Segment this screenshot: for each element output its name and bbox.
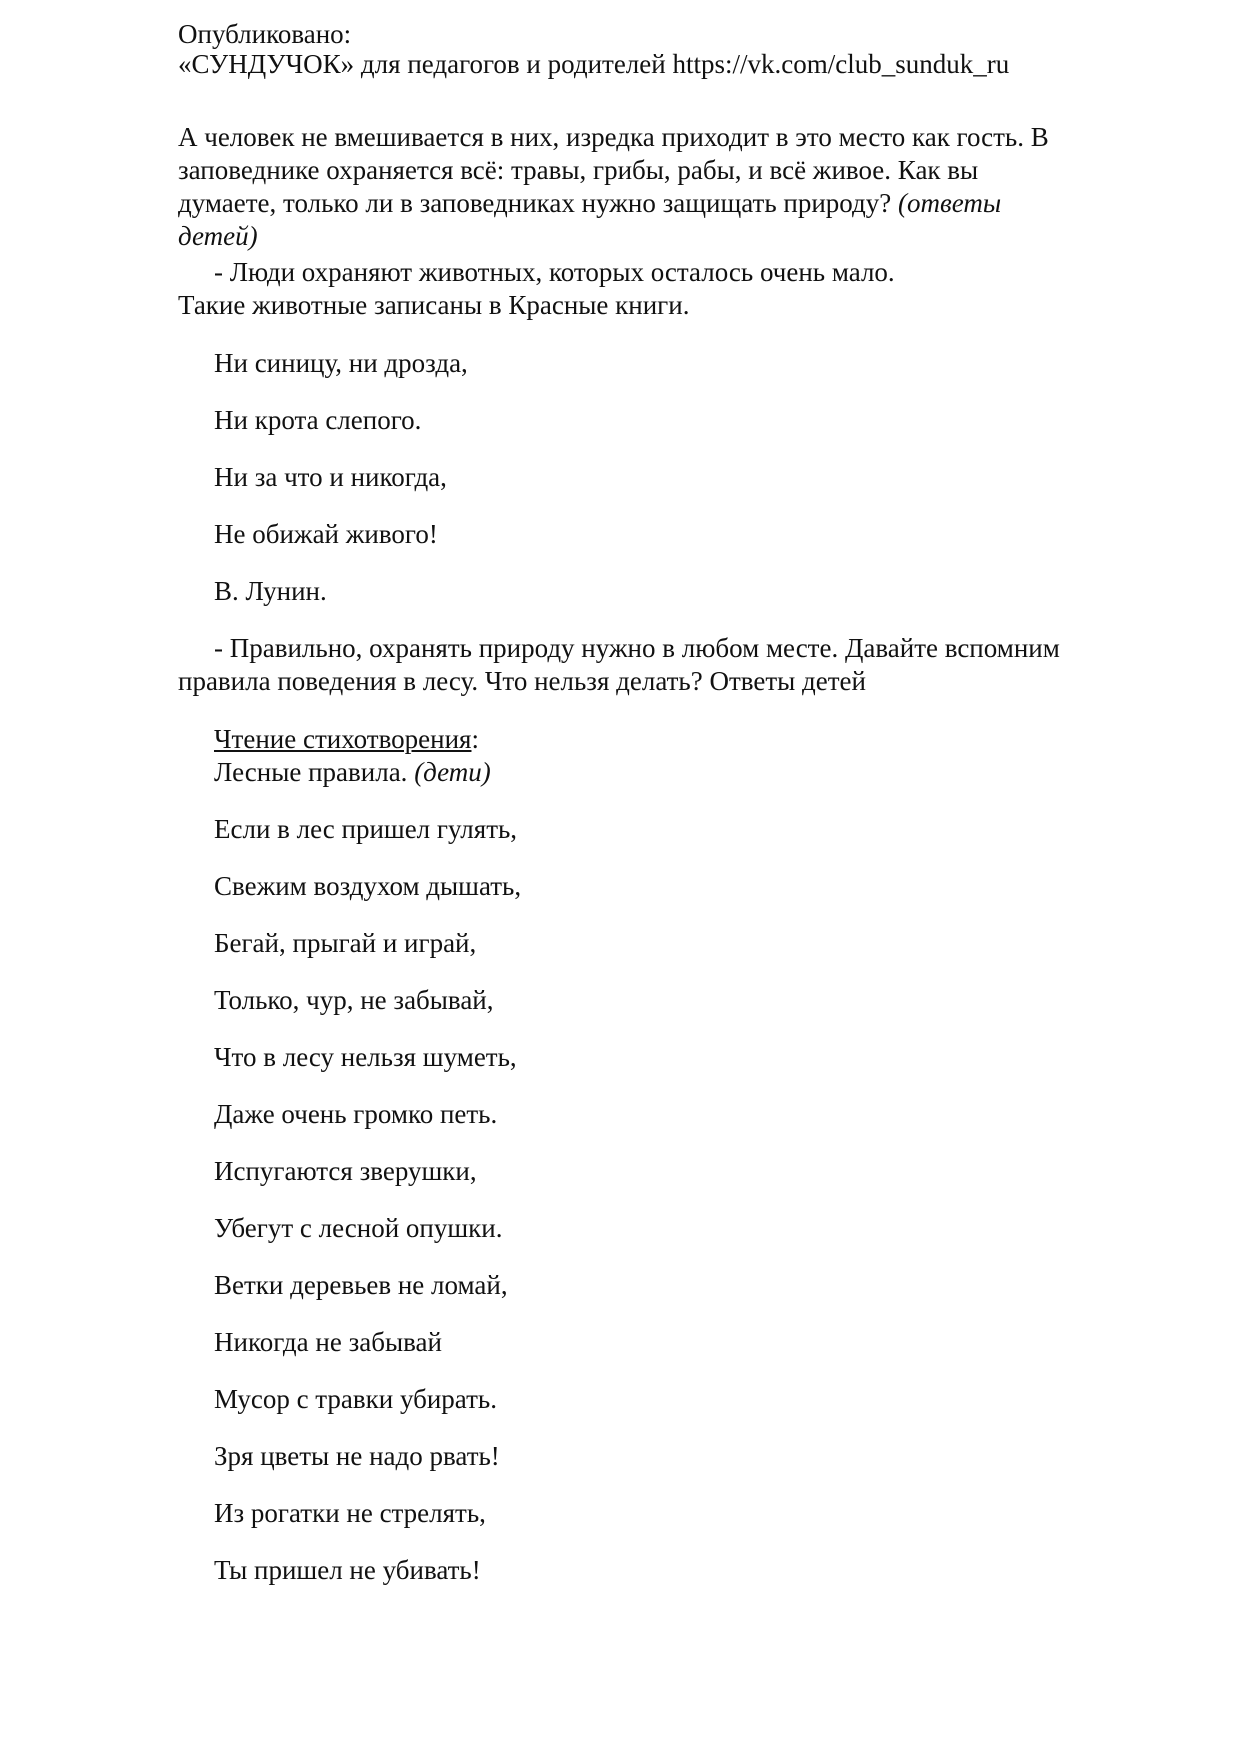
poem2-line: Свежим воздухом дышать, (214, 871, 522, 901)
poem2-title-text: Лесные правила. (214, 757, 408, 787)
published-label: Опубликовано: (178, 19, 352, 49)
answers-note-continued: детей) (178, 221, 258, 251)
intro-line-3-text: думаете, только ли в заповедниках нужно защищать природу? (178, 188, 892, 218)
intro-line-3 (178, 186, 1001, 220)
poem1-line: Ни за что и никогда, (214, 462, 447, 492)
poem2-line: Ветки деревьев не ломай, (214, 1270, 508, 1300)
reading-heading (214, 722, 479, 756)
discussion-line-1: - Правильно, охранять природу нужно в любом месте. Давайте вспомним (214, 633, 1060, 663)
poem2-line: Зря цветы не надо рвать! (214, 1441, 500, 1471)
reading-heading-colon: : (471, 724, 479, 754)
intro-line-5: - Люди охраняют животных, которых осталось очень мало. (214, 257, 895, 287)
poem2-line: Убегут с лесной опушки. (214, 1213, 503, 1243)
poem2-line: Только, чур, не забывай, (214, 985, 494, 1015)
answers-note: (ответы (897, 188, 1002, 218)
poem1-line: Не обижай живого! (214, 519, 438, 549)
poem2-line: Что в лесу нельзя шуметь, (214, 1042, 517, 1072)
poem1-author: В. Лунин. (214, 576, 327, 606)
poem2-title-note: (дети) (414, 757, 491, 787)
poem2-line: Испугаются зверушки, (214, 1156, 477, 1186)
poem2-title (214, 755, 491, 789)
poem2-line: Из рогатки не стрелять, (214, 1498, 486, 1528)
poem1-line: Ни синицу, ни дрозда, (214, 348, 468, 378)
intro-line-1: А человек не вмешивается в них, изредка приходит в это место как гость. В (178, 122, 1049, 152)
poem2-line: Ты пришел не убивать! (214, 1555, 481, 1585)
discussion-line-2: правила поведения в лесу. Что нельзя делать? Ответы детей (178, 666, 866, 696)
poem1-line: Ни крота слепого. (214, 405, 422, 435)
poem2-line: Если в лес пришел гулять, (214, 814, 518, 844)
intro-line-6: Такие животные записаны в Красные книги. (178, 290, 690, 320)
source-line: «СУНДУЧОК» для педагогов и родителей https://vk.com/club_sunduk_ru (178, 49, 1010, 79)
poem2-line: Мусор с травки убирать. (214, 1384, 497, 1414)
reading-heading-text: Чтение стихотворения (214, 724, 472, 754)
poem2-line: Никогда не забывай (214, 1327, 442, 1357)
poem2-line: Даже очень громко петь. (214, 1099, 498, 1129)
intro-line-2: заповеднике охраняется всё: травы, грибы, рабы, и всё живое. Как вы (178, 155, 979, 185)
poem2-line: Бегай, прыгай и играй, (214, 928, 477, 958)
